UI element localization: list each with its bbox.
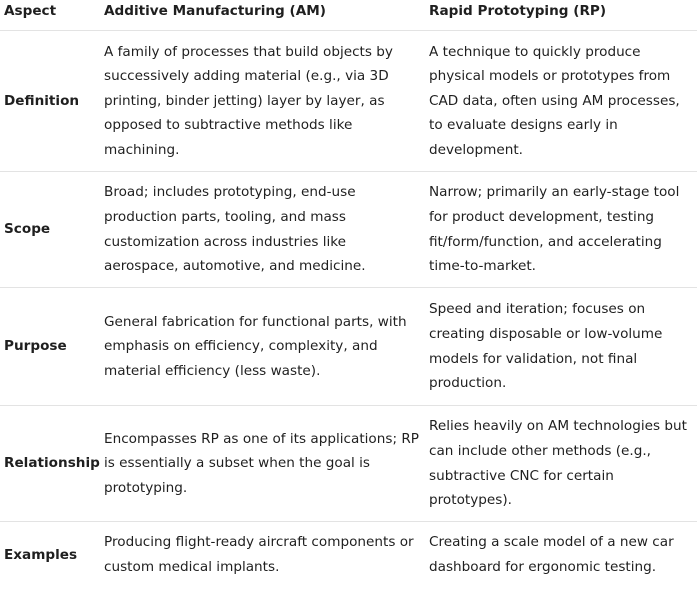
cell-am-scope: Broad; includes prototyping, end-use production parts, tooling, and mass customization across industries like aerospace, automotive, and medicine.: [104, 184, 366, 275]
table-body: [0, 31, 697, 589]
cell-am-relationship: Encompasses RP as one of its applications; RP is essentially a subset when the goal is prototyping.: [104, 430, 419, 496]
table-row: [0, 406, 697, 522]
cell-rp-purpose: Speed and iteration; focuses on creating disposable or low-volume models for validation, not final production.: [429, 301, 663, 392]
header-rapid-prototyping: Rapid Prototyping (RP): [429, 3, 607, 19]
header-row: [0, 0, 697, 31]
table-row: [0, 522, 697, 589]
row-aspect-purpose: Purpose: [4, 338, 67, 355]
row-aspect-relationship: Relationship: [4, 455, 100, 472]
cell-rp-definition: A technique to quickly produce physical models or prototypes from CAD data, often using AM processes, to evaluate designs early in development.: [429, 43, 680, 158]
cell-am-definition: A family of processes that build objects by successively adding material (e.g., via 3D printing, binder jetting) layer by layer, as opposed to subtractive methods like machining.: [104, 43, 393, 158]
cell-rp-scope: Narrow; primarily an early-stage tool for product development, testing fit/form/function, and accelerating time-to-market.: [429, 184, 680, 275]
cell-am-purpose: General fabrication for functional parts, with emphasis on efficiency, complexity, and material efficiency (less waste).: [104, 313, 407, 379]
cell-rp-relationship: Relies heavily on AM technologies but can include other methods (e.g., subtractive CNC for certain prototypes).: [429, 418, 687, 509]
header-aspect: Aspect: [4, 3, 57, 19]
table-row: [0, 31, 697, 172]
table-row: [0, 172, 697, 288]
row-aspect-examples: Examples: [4, 546, 78, 563]
row-aspect-definition: Definition: [4, 92, 80, 109]
cell-rp-examples: Creating a scale model of a new car dashboard for ergonomic testing.: [429, 534, 674, 575]
table-header: [0, 0, 697, 31]
row-aspect-scope: Scope: [4, 221, 51, 238]
cell-am-examples: Producing flight-ready aircraft components or custom medical implants.: [104, 534, 414, 575]
table-row: [0, 288, 697, 406]
header-additive-manufacturing: Additive Manufacturing (AM): [104, 3, 326, 19]
